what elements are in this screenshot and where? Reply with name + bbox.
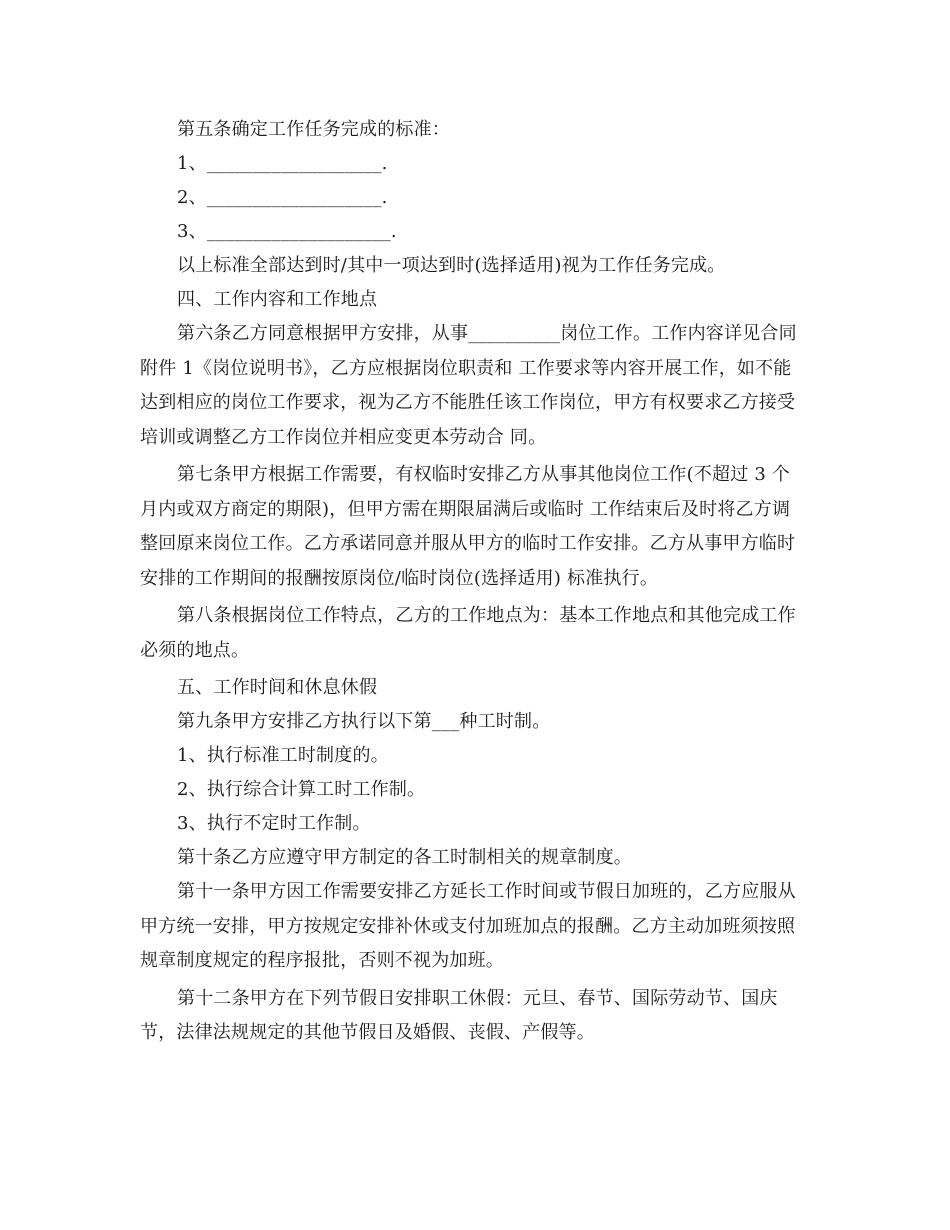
paragraph-line: 甲方统一安排，甲方按规定安排补休或支付加班加点的报酬。乙方主动加班须按照 — [140, 915, 796, 937]
standard-item-1: 1、___________________. — [177, 153, 388, 174]
paragraph-line: 培训或调整乙方工作岗位并相应变更本劳动合 同。 — [140, 426, 547, 448]
paragraph-line: 附件 1《岗位说明书》，乙方应根据岗位职责和 工作要求等内容开展工作，如不能 — [140, 357, 792, 379]
standard-item-2: 2、___________________. — [177, 187, 388, 208]
paragraph-line: 第七条甲方根据工作需要，有权临时安排乙方从事其他岗位工作(不超过 3 个 — [177, 464, 791, 485]
paragraph-line: 第八条根据岗位工作特点，乙方的工作地点为：基本工作地点和其他完成工作 — [177, 605, 796, 626]
completion-criteria: 以上标准全部达到时/其中一项达到时(选择适用)视为工作任务完成。 — [177, 255, 726, 276]
paragraph-line: 整回原来岗位工作。乙方承诺同意并服从甲方的临时工作安排。乙方从事甲方临时 — [140, 533, 796, 554]
paragraph-line: 节，法律法规规定的其他节假日及婚假、丧假、产假等。 — [140, 1022, 595, 1043]
document-body — [140, 113, 812, 1054]
section-5-heading: 五、工作时间和休息休假 — [177, 677, 378, 698]
article-12-paragraph — [140, 982, 812, 1051]
article-8-paragraph — [140, 599, 812, 668]
paragraph-line: 第六条乙方同意根据甲方安排，从事__________岗位工作。工作内容详见合同 — [177, 323, 797, 344]
work-hour-option-1: 1、执行标准工时制度的。 — [177, 745, 389, 766]
article-9-heading: 第九条甲方安排乙方执行以下第___种工时制。 — [177, 711, 551, 732]
section-4-heading: 四、工作内容和工作地点 — [177, 289, 378, 310]
article-11-paragraph — [140, 875, 812, 979]
article-7-paragraph — [140, 458, 812, 596]
paragraph-line: 规章制度规定的程序报批，否则不视为加班。 — [140, 950, 504, 971]
paragraph-line: 必须的地点。 — [140, 639, 250, 661]
work-hour-option-2: 2、执行综合计算工时工作制。 — [177, 779, 426, 800]
paragraph-line: 第十一条甲方因工作需要安排乙方延长工作时间或节假日加班的，乙方应服从 — [177, 881, 796, 902]
paragraph-line: 达到相应的岗位工作要求，视为乙方不能胜任该工作岗位，甲方有权要求乙方接受 — [140, 392, 796, 413]
work-hour-option-3: 3、执行不定时工作制。 — [177, 813, 371, 834]
article-10: 第十条乙方应遵守甲方制定的各工时制相关的规章制度。 — [177, 847, 632, 868]
article-5-heading: 第五条确定工作任务完成的标准： — [177, 119, 450, 140]
standard-item-3: 3、____________________. — [177, 221, 397, 242]
paragraph-line: 月内或双方商定的期限)，但甲方需在期限届满后或临时 工作结束后及时将乙方调 — [140, 498, 791, 520]
paragraph-line: 第十二条甲方在下列节假日安排职工休假：元旦、春节、国际劳动节、国庆 — [177, 987, 778, 1009]
article-6-paragraph — [140, 317, 812, 455]
paragraph-line: 安排的工作期间的报酬按原岗位/临时岗位(选择适用) 标准执行。 — [140, 567, 659, 589]
